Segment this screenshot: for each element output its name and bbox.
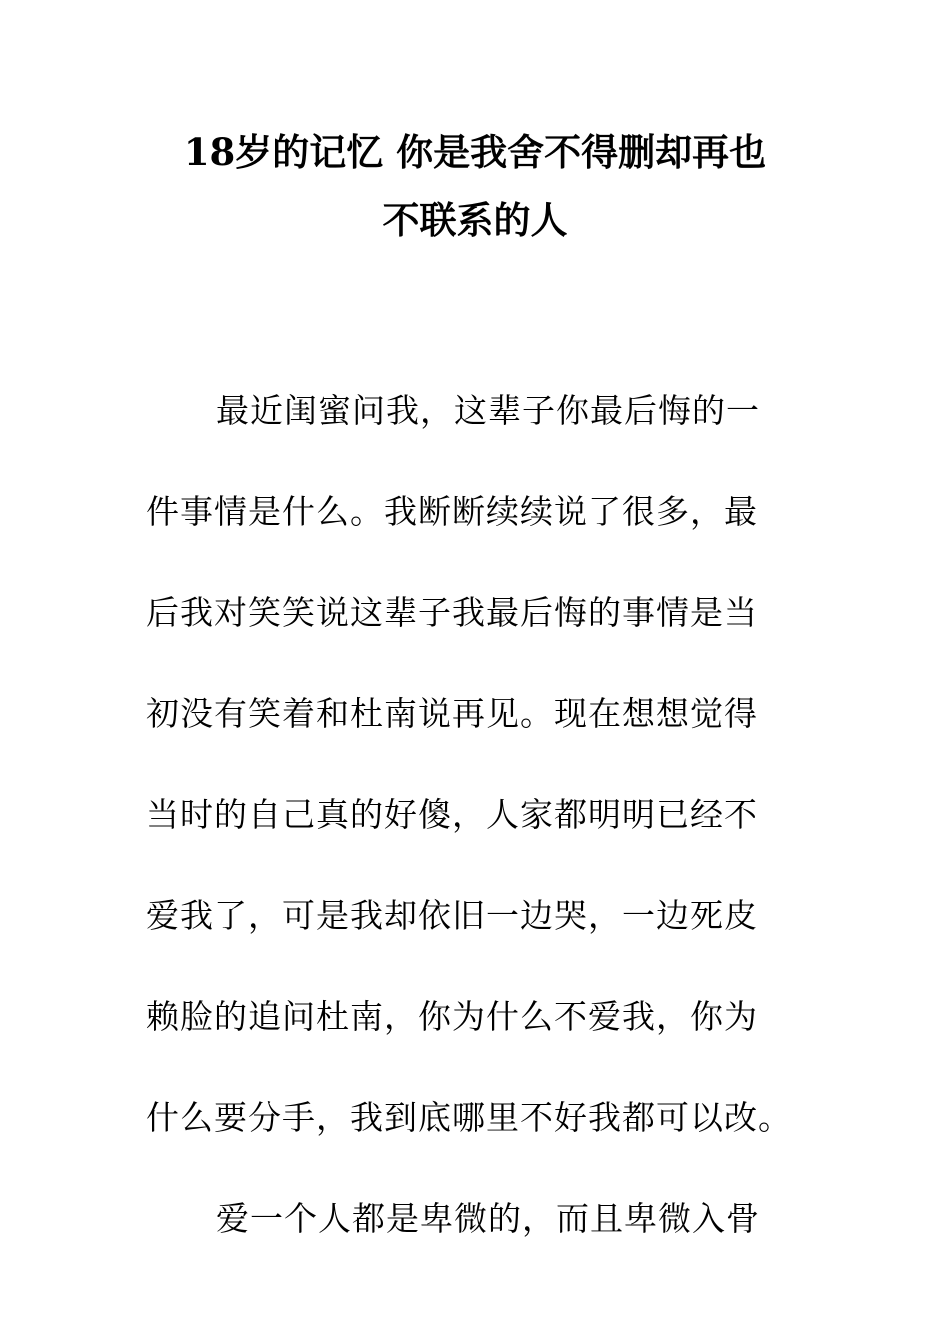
paragraph (146, 360, 806, 1168)
text-line: 初没有笑着和杜南说再见。现在想想觉得 (146, 694, 758, 733)
text-line: 件事情是什么。我断断续续说了很多，最 (146, 492, 758, 531)
text-line: 爱一个人都是卑微的，而且卑微入骨 (216, 1199, 760, 1238)
title-line: 18岁的记忆 你是我舍不得删却再也 (183, 130, 767, 174)
text-line: 当时的自己真的好傻，人家都明明已经不 (146, 795, 758, 834)
text-line: 爱我了，可是我却依旧一边哭，一边死皮 (146, 896, 758, 935)
text-line: 什么要分手，我到底哪里不好我都可以改。 (146, 1098, 792, 1137)
document-title (140, 118, 810, 254)
title-line: 不联系的人 (382, 198, 568, 242)
text-line: 最近闺蜜问我，这辈子你最后悔的一 (216, 391, 760, 430)
document-body (146, 360, 806, 1269)
text-line: 后我对笑笑说这辈子我最后悔的事情是当 (146, 593, 758, 632)
paragraph (146, 1168, 806, 1269)
text-line: 赖脸的追问杜南，你为什么不爱我，你为 (146, 997, 758, 1036)
